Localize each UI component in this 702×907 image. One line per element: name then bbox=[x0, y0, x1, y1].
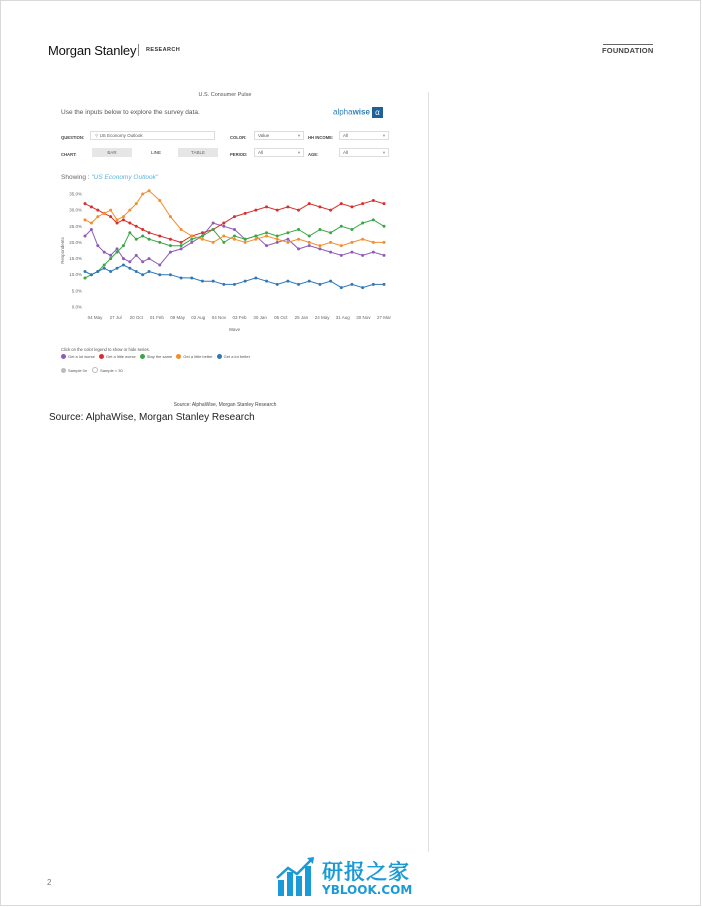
research-label: RESEARCH bbox=[146, 47, 181, 53]
data-point-get-a-lot-better bbox=[180, 276, 183, 279]
sample-full-label: Sample 0n bbox=[68, 367, 88, 373]
sample-full-item[interactable] bbox=[61, 367, 87, 373]
data-point-stay-the-same bbox=[190, 238, 193, 241]
data-point-get-a-little-better bbox=[180, 228, 183, 231]
period-select[interactable] bbox=[254, 148, 304, 157]
data-point-get-a-little-better bbox=[244, 241, 247, 244]
x-tick-label: 30 Jan bbox=[253, 315, 267, 320]
data-point-get-a-little-better bbox=[297, 238, 300, 241]
data-point-get-a-lot-worse bbox=[103, 251, 106, 254]
search-icon: ⚲ bbox=[95, 133, 99, 138]
data-point-get-a-little-worse bbox=[308, 202, 311, 205]
data-point-stay-the-same bbox=[135, 238, 138, 241]
period-value: All bbox=[258, 150, 264, 155]
line-option[interactable]: LINE bbox=[150, 150, 161, 155]
legend-item-get-a-little-worse[interactable] bbox=[99, 354, 136, 359]
legend-label: Get a lot worse bbox=[68, 354, 95, 359]
data-point-get-a-lot-better bbox=[158, 273, 161, 276]
data-point-get-a-lot-worse bbox=[212, 222, 215, 225]
data-point-stay-the-same bbox=[84, 276, 87, 279]
data-point-stay-the-same bbox=[141, 234, 144, 237]
watermark bbox=[276, 856, 436, 900]
x-tick-label: 25 Jan bbox=[294, 315, 309, 320]
legend-swatch-icon bbox=[61, 354, 66, 359]
data-point-get-a-little-worse bbox=[318, 205, 321, 208]
data-point-get-a-little-worse bbox=[122, 218, 125, 221]
data-point-stay-the-same bbox=[383, 225, 386, 228]
data-point-get-a-little-better bbox=[135, 202, 138, 205]
data-point-get-a-lot-better bbox=[212, 280, 215, 283]
data-point-get-a-little-worse bbox=[233, 215, 236, 218]
bar-option[interactable]: BAR bbox=[92, 148, 132, 157]
alphawise-logo bbox=[333, 107, 383, 118]
showing-label: Showing : bbox=[61, 174, 90, 181]
data-point-get-a-little-better bbox=[116, 218, 119, 221]
y-tick-label: 0.0% bbox=[71, 304, 82, 310]
data-point-get-a-little-better bbox=[148, 189, 151, 192]
data-point-get-a-little-better bbox=[158, 199, 161, 202]
data-point-get-a-lot-worse bbox=[286, 238, 289, 241]
data-point-get-a-little-better bbox=[329, 241, 332, 244]
legend-label: Stay the same bbox=[146, 354, 173, 359]
data-point-stay-the-same bbox=[350, 228, 353, 231]
foundation-rule bbox=[603, 44, 653, 45]
data-point-get-a-lot-better bbox=[297, 283, 300, 286]
watermark-en: YBLOOK.COM bbox=[322, 883, 413, 897]
legend-item-get-a-lot-better[interactable] bbox=[217, 354, 250, 359]
data-point-get-a-little-better bbox=[265, 234, 268, 237]
data-point-get-a-little-worse bbox=[329, 209, 332, 212]
y-tick-label: 35.0% bbox=[69, 191, 82, 197]
data-point-stay-the-same bbox=[361, 222, 364, 225]
showing-line bbox=[61, 174, 158, 181]
panel-source: Source: AlphaWise, Morgan Stanley Research bbox=[173, 402, 277, 408]
data-point-get-a-little-better bbox=[122, 215, 125, 218]
age-select[interactable] bbox=[339, 148, 389, 157]
data-point-stay-the-same bbox=[148, 238, 151, 241]
legend-item-get-a-little-better[interactable] bbox=[176, 354, 212, 359]
data-point-stay-the-same bbox=[372, 218, 375, 221]
data-point-get-a-little-worse bbox=[158, 234, 161, 237]
legend-label: Get a little worse bbox=[105, 354, 136, 359]
x-tick-label: 03 Feb bbox=[232, 315, 247, 320]
data-point-get-a-lot-better bbox=[350, 283, 353, 286]
data-point-get-a-lot-better bbox=[383, 283, 386, 286]
data-point-get-a-little-better bbox=[84, 218, 87, 221]
legend-label: Get a lot better bbox=[223, 354, 251, 359]
data-point-stay-the-same bbox=[116, 251, 119, 254]
color-select[interactable] bbox=[254, 131, 304, 140]
sample-small-item[interactable] bbox=[92, 367, 123, 373]
data-point-get-a-lot-better bbox=[135, 270, 138, 273]
data-point-get-a-lot-better bbox=[116, 267, 119, 270]
data-point-get-a-lot-worse bbox=[180, 247, 183, 250]
x-tick-label: 20 Oct bbox=[129, 315, 143, 320]
table-option[interactable]: TABLE bbox=[178, 148, 218, 157]
data-point-get-a-lot-better bbox=[84, 270, 87, 273]
data-point-get-a-lot-better bbox=[244, 280, 247, 283]
chart-label: CHART: bbox=[61, 152, 77, 157]
data-point-stay-the-same bbox=[244, 238, 247, 241]
data-point-get-a-little-worse bbox=[222, 222, 225, 225]
data-point-get-a-lot-worse bbox=[222, 225, 225, 228]
x-axis-title: Wave bbox=[228, 327, 241, 332]
chevron-down-icon: ▼ bbox=[382, 150, 386, 155]
data-point-get-a-little-worse bbox=[372, 199, 375, 202]
data-point-get-a-lot-worse bbox=[90, 228, 93, 231]
data-point-get-a-lot-better bbox=[96, 270, 99, 273]
intro-text: Use the inputs below to explore the survey data. bbox=[61, 109, 200, 116]
legend-label: Get a little better bbox=[183, 354, 213, 359]
data-point-get-a-little-better bbox=[276, 238, 279, 241]
chevron-down-icon: ▼ bbox=[297, 150, 301, 155]
age-label: AGE: bbox=[308, 152, 319, 157]
sample-legend bbox=[61, 367, 123, 373]
data-point-get-a-lot-better bbox=[169, 273, 172, 276]
data-point-get-a-little-worse bbox=[361, 202, 364, 205]
data-point-get-a-lot-better bbox=[148, 270, 151, 273]
x-tick-label: 24 May bbox=[314, 315, 330, 320]
legend-item-stay-the-same[interactable] bbox=[140, 354, 173, 359]
page-number: 2 bbox=[47, 878, 52, 887]
data-point-get-a-lot-better bbox=[122, 264, 125, 267]
data-point-get-a-little-better bbox=[128, 209, 131, 212]
alphawise-brand-b: wise bbox=[352, 107, 370, 117]
y-axis-title: Respondents bbox=[60, 237, 65, 264]
data-point-get-a-little-better bbox=[308, 241, 311, 244]
data-point-get-a-little-better bbox=[109, 209, 112, 212]
y-tick-label: 20.0% bbox=[69, 239, 82, 245]
data-point-stay-the-same bbox=[265, 231, 268, 234]
data-point-get-a-little-worse bbox=[201, 231, 204, 234]
data-point-get-a-lot-better bbox=[103, 267, 106, 270]
x-tick-label: 30 Nov bbox=[356, 315, 371, 320]
data-point-stay-the-same bbox=[222, 241, 225, 244]
data-point-get-a-little-better bbox=[222, 234, 225, 237]
data-point-get-a-little-worse bbox=[116, 222, 119, 225]
morgan-stanley-logo: Morgan Stanley bbox=[48, 43, 137, 58]
question-label: QUESTION: bbox=[61, 135, 85, 140]
outlook-line-chart bbox=[58, 186, 392, 334]
data-point-get-a-lot-better bbox=[90, 273, 93, 276]
data-point-get-a-lot-worse bbox=[329, 251, 332, 254]
y-tick-label: 5.0% bbox=[71, 288, 82, 294]
x-tick-label: 04 May bbox=[87, 315, 103, 320]
data-point-get-a-lot-worse bbox=[276, 241, 279, 244]
chart-legend bbox=[61, 354, 250, 359]
legend-swatch-icon bbox=[140, 354, 145, 359]
data-point-get-a-little-worse bbox=[128, 222, 131, 225]
bar-chart-logo-icon bbox=[276, 856, 316, 898]
data-point-get-a-lot-worse bbox=[372, 251, 375, 254]
sample-small-icon bbox=[92, 367, 98, 373]
sample-full-icon bbox=[61, 368, 66, 373]
data-point-get-a-lot-worse bbox=[128, 260, 131, 263]
data-point-stay-the-same bbox=[233, 234, 236, 237]
x-tick-label: 09 May bbox=[170, 315, 185, 320]
legend-swatch-icon bbox=[176, 354, 181, 359]
data-point-stay-the-same bbox=[103, 264, 106, 267]
question-value: US Economy Outlook bbox=[99, 133, 143, 138]
data-point-get-a-little-better bbox=[350, 241, 353, 244]
data-point-get-a-little-better bbox=[372, 241, 375, 244]
color-label: COLOR: bbox=[230, 135, 247, 140]
source-caption: Source: AlphaWise, Morgan Stanley Research bbox=[49, 412, 255, 423]
data-point-get-a-lot-worse bbox=[96, 244, 99, 247]
data-point-get-a-lot-better bbox=[276, 283, 279, 286]
data-point-stay-the-same bbox=[340, 225, 343, 228]
data-point-get-a-lot-better bbox=[340, 286, 343, 289]
data-point-get-a-lot-better bbox=[233, 283, 236, 286]
x-tick-label: 05 Oct bbox=[274, 315, 288, 320]
x-tick-label: 01 Feb bbox=[149, 315, 164, 320]
data-point-get-a-little-worse bbox=[383, 202, 386, 205]
data-point-get-a-lot-worse bbox=[361, 254, 364, 257]
data-point-get-a-lot-worse bbox=[116, 247, 119, 250]
data-point-get-a-little-better bbox=[361, 238, 364, 241]
sample-small-label: Sample < 30 bbox=[100, 367, 123, 373]
data-point-get-a-little-worse bbox=[265, 205, 268, 208]
data-point-stay-the-same bbox=[158, 241, 161, 244]
data-point-get-a-lot-better bbox=[308, 280, 311, 283]
showing-value: "US Economy Outlook" bbox=[91, 174, 159, 181]
legend-swatch-icon bbox=[99, 354, 104, 359]
data-point-get-a-lot-better bbox=[265, 280, 268, 283]
data-point-get-a-little-better bbox=[96, 215, 99, 218]
data-point-stay-the-same bbox=[169, 244, 172, 247]
data-point-get-a-little-better bbox=[212, 241, 215, 244]
age-value: All bbox=[343, 150, 349, 155]
data-point-get-a-lot-worse bbox=[383, 254, 386, 257]
data-point-get-a-lot-worse bbox=[109, 254, 112, 257]
data-point-get-a-lot-worse bbox=[141, 260, 144, 263]
data-point-get-a-lot-better bbox=[254, 276, 257, 279]
data-point-get-a-lot-better bbox=[329, 280, 332, 283]
chevron-down-icon: ▼ bbox=[297, 133, 301, 138]
data-point-get-a-little-worse bbox=[286, 205, 289, 208]
data-point-get-a-little-better bbox=[286, 241, 289, 244]
data-point-get-a-little-better bbox=[201, 238, 204, 241]
data-point-get-a-little-worse bbox=[180, 241, 183, 244]
data-point-stay-the-same bbox=[297, 228, 300, 231]
data-point-stay-the-same bbox=[212, 228, 215, 231]
data-point-stay-the-same bbox=[201, 234, 204, 237]
data-point-stay-the-same bbox=[286, 231, 289, 234]
question-select[interactable] bbox=[90, 131, 215, 140]
y-tick-label: 15.0% bbox=[69, 256, 82, 262]
data-point-get-a-lot-worse bbox=[122, 257, 125, 260]
x-tick-label: 02 Aug bbox=[191, 315, 206, 320]
data-point-get-a-lot-worse bbox=[190, 241, 193, 244]
data-point-get-a-little-worse bbox=[297, 209, 300, 212]
x-tick-label: 27 Jul bbox=[109, 315, 122, 320]
data-point-stay-the-same bbox=[254, 234, 257, 237]
panel-title: U.S. Consumer Pulse bbox=[198, 92, 252, 98]
data-point-get-a-little-worse bbox=[244, 212, 247, 215]
data-point-get-a-little-worse bbox=[141, 228, 144, 231]
data-point-get-a-lot-worse bbox=[297, 247, 300, 250]
data-point-stay-the-same bbox=[109, 257, 112, 260]
data-point-stay-the-same bbox=[122, 244, 125, 247]
income-select[interactable] bbox=[339, 131, 389, 140]
data-point-get-a-lot-better bbox=[201, 280, 204, 283]
alphawise-brand-a: alpha bbox=[333, 107, 353, 117]
x-tick-label: 04 Nov bbox=[211, 315, 226, 320]
watermark-cn: 研报之家 bbox=[322, 860, 410, 884]
data-point-get-a-little-better bbox=[190, 234, 193, 237]
data-point-get-a-lot-worse bbox=[233, 228, 236, 231]
data-point-stay-the-same bbox=[318, 228, 321, 231]
column-divider bbox=[428, 92, 429, 852]
income-value: All bbox=[343, 133, 349, 138]
data-point-stay-the-same bbox=[180, 244, 183, 247]
data-point-get-a-lot-worse bbox=[169, 251, 172, 254]
data-point-get-a-little-worse bbox=[90, 205, 93, 208]
y-tick-label: 30.0% bbox=[69, 207, 82, 213]
data-point-get-a-lot-better bbox=[128, 267, 131, 270]
data-point-get-a-little-worse bbox=[148, 231, 151, 234]
data-point-get-a-lot-worse bbox=[308, 244, 311, 247]
y-tick-label: 10.0% bbox=[69, 272, 82, 278]
color-value: Value bbox=[258, 133, 270, 138]
data-point-get-a-little-better bbox=[383, 241, 386, 244]
data-point-get-a-lot-worse bbox=[265, 244, 268, 247]
data-point-get-a-little-better bbox=[103, 212, 106, 215]
data-point-get-a-lot-better bbox=[141, 273, 144, 276]
chevron-down-icon: ▼ bbox=[382, 133, 386, 138]
data-point-get-a-lot-better bbox=[109, 270, 112, 273]
data-point-get-a-lot-worse bbox=[318, 247, 321, 250]
data-point-stay-the-same bbox=[308, 234, 311, 237]
data-point-get-a-little-worse bbox=[350, 205, 353, 208]
income-label: HH INCOME: bbox=[308, 135, 334, 140]
header-separator bbox=[138, 44, 139, 56]
data-point-get-a-lot-worse bbox=[340, 254, 343, 257]
data-point-stay-the-same bbox=[329, 231, 332, 234]
data-point-get-a-lot-worse bbox=[84, 234, 87, 237]
data-point-get-a-little-worse bbox=[169, 238, 172, 241]
foundation-label: FOUNDATION bbox=[602, 46, 654, 55]
y-tick-label: 25.0% bbox=[69, 223, 82, 229]
data-point-get-a-lot-better bbox=[361, 286, 364, 289]
data-point-get-a-lot-better bbox=[318, 283, 321, 286]
data-point-get-a-lot-better bbox=[222, 283, 225, 286]
data-point-get-a-little-worse bbox=[135, 225, 138, 228]
data-point-get-a-little-better bbox=[318, 244, 321, 247]
legend-swatch-icon bbox=[217, 354, 222, 359]
data-point-get-a-little-better bbox=[90, 222, 93, 225]
data-point-get-a-lot-worse bbox=[350, 251, 353, 254]
data-point-get-a-little-better bbox=[233, 238, 236, 241]
data-point-get-a-little-better bbox=[254, 238, 257, 241]
data-point-get-a-little-worse bbox=[96, 209, 99, 212]
period-label: PERIOD: bbox=[230, 152, 248, 157]
data-point-get-a-little-worse bbox=[84, 202, 87, 205]
data-point-get-a-little-worse bbox=[254, 209, 257, 212]
data-point-get-a-little-worse bbox=[109, 215, 112, 218]
data-point-get-a-lot-better bbox=[190, 276, 193, 279]
data-point-get-a-little-better bbox=[169, 215, 172, 218]
legend-note: Click on the color legend to show or hide series. bbox=[61, 347, 150, 352]
legend-item-get-a-lot-worse[interactable] bbox=[61, 354, 95, 359]
data-point-get-a-lot-worse bbox=[158, 264, 161, 267]
data-point-get-a-lot-better bbox=[286, 280, 289, 283]
data-point-get-a-little-worse bbox=[276, 209, 279, 212]
data-point-get-a-lot-worse bbox=[148, 257, 151, 260]
data-point-get-a-lot-better bbox=[372, 283, 375, 286]
data-point-stay-the-same bbox=[276, 234, 279, 237]
consumer-pulse-panel bbox=[58, 90, 392, 412]
x-tick-label: 27 Mar bbox=[376, 315, 392, 320]
x-tick-label: 31 Aug bbox=[335, 315, 350, 320]
alpha-icon: α bbox=[372, 107, 383, 118]
data-point-stay-the-same bbox=[128, 231, 131, 234]
data-point-get-a-little-better bbox=[340, 244, 343, 247]
data-point-get-a-lot-worse bbox=[135, 254, 138, 257]
data-point-get-a-little-worse bbox=[340, 202, 343, 205]
data-point-get-a-little-better bbox=[141, 193, 144, 196]
